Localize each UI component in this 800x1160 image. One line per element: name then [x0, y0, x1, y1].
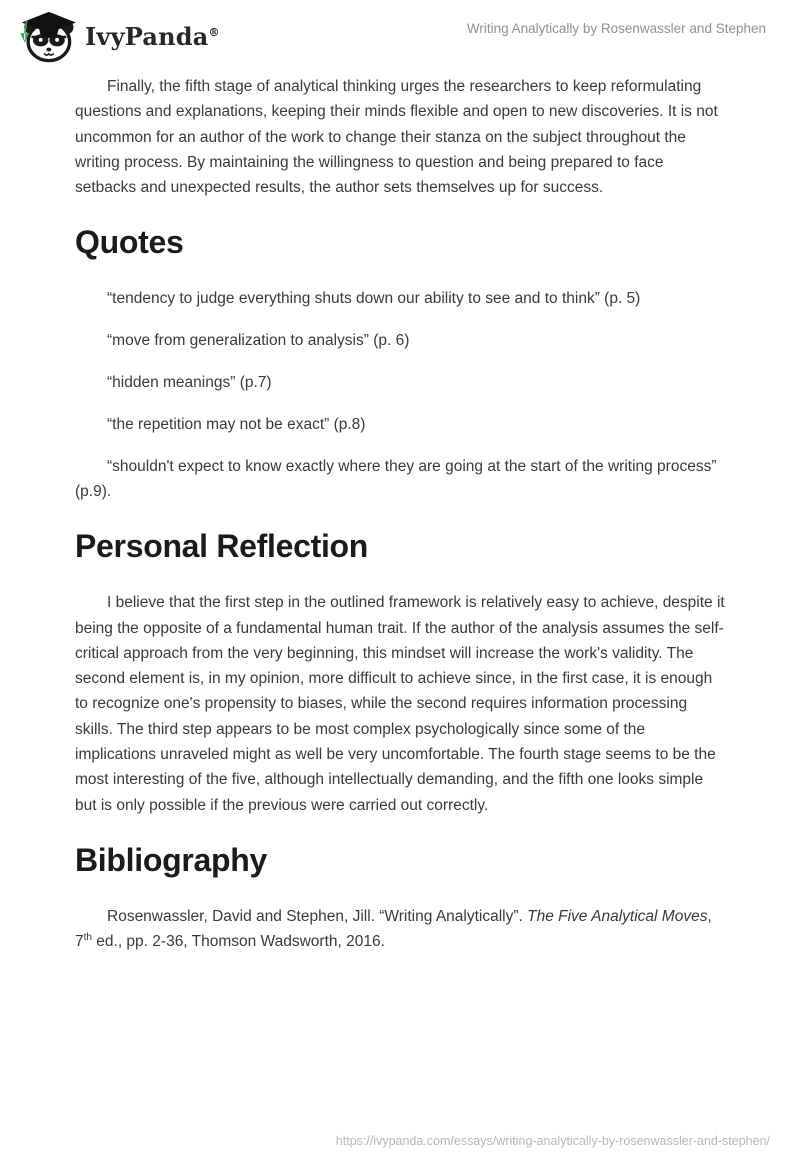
personal-reflection-heading: Personal Reflection: [75, 528, 369, 565]
quote-item: “shouldn't expect to know exactly where they are going at the start of the writing process” (p.9).: [75, 457, 717, 500]
bibliography-entry: [75, 904, 725, 955]
essay-content: [0, 66, 800, 955]
bib-authors-title: Rosenwassler, David and Stephen, Jill. “Writing Analytically”.: [107, 907, 528, 925]
brand-name: IvyPanda®: [85, 21, 220, 51]
ivypanda-logo: [14, 8, 220, 64]
source-url: https://ivypanda.com/essays/writing-analytically-by-rosenwassler-and-stephen/: [335, 1134, 770, 1148]
intro-paragraph: Finally, the fifth stage of analytical thinking urges the researchers to keep reformulating questions and explanations, keeping their minds flexible and open to new discoveries. It is not uncommon for an author of the work to change their stanza on the subject throughout the writing process. By maintaining the willingness to question and being prepared to face setbacks and unexpected results, the author sets themselves up for success.: [75, 78, 718, 197]
quote-item: “move from generalization to analysis” (p. 6): [107, 332, 410, 350]
bib-ordinal-suffix: th: [83, 932, 92, 944]
registered-mark: ®: [208, 25, 220, 39]
page-header: [0, 0, 800, 66]
quotes-heading: Quotes: [75, 224, 184, 261]
bib-edition-pre: , 7: [75, 907, 712, 951]
document-title: Writing Analytically by Rosenwassler and Stephen: [466, 21, 766, 36]
quote-item: “the repetition may not be exact” (p.8): [107, 415, 366, 433]
quote-item: “tendency to judge everything shuts down our ability to see and to think” (p. 5): [107, 290, 641, 308]
bib-italic-title: The Five Analytical Moves: [527, 907, 708, 925]
quote-item: “hidden meanings” (p.7): [107, 374, 272, 392]
bibliography-heading: Bibliography: [75, 841, 267, 878]
panda-graduation-cap-icon: [14, 8, 76, 64]
reflection-paragraph: I believe that the first step in the outlined framework is relatively easy to achieve, despite it being the opposite of a fundamental human trait. If the author of the analysis assumes the self-critical approach from the very beginning, this mindset will increase the work's validity. The second element is, in my opinion, more difficult to achieve since, in the first case, it is enough to recognize one's propensity to biases, while the second requires information processing skills. The third step appears to be most complex psychologically since some of the implications unraveled might as well be very uncomfortable. The fourth stage seems to be the most interesting of the five, although intellectually demanding, and the fifth one looks simple but is only possible if the previous were carried out correctly.: [75, 594, 725, 814]
bib-publisher-year: ed., pp. 2-36, Thomson Wadsworth, 2016.: [91, 933, 385, 951]
